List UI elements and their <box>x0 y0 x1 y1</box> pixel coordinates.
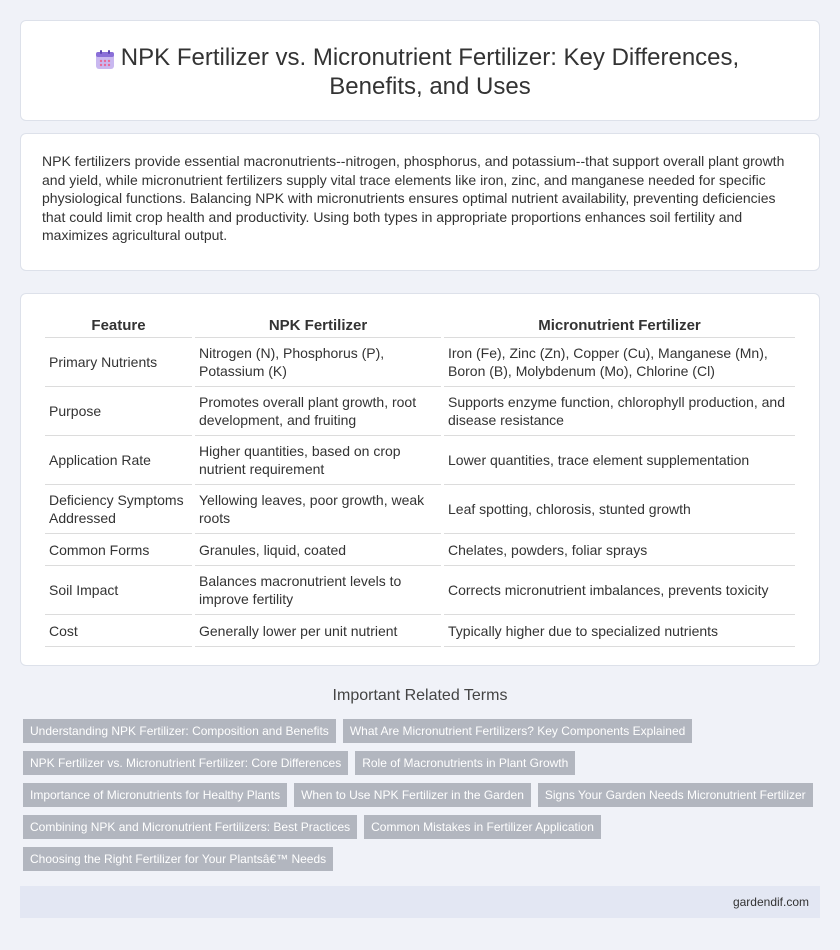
table-cell: Generally lower per unit nutrient <box>195 615 441 647</box>
table-cell: Leaf spotting, chlorosis, stunted growth <box>444 485 795 534</box>
table-row <box>45 436 795 485</box>
table-cell: Yellowing leaves, poor growth, weak roots <box>195 485 441 534</box>
table-cell: Cost <box>45 615 192 647</box>
table-row <box>45 485 795 534</box>
header-npk: NPK Fertilizer <box>195 315 441 338</box>
table-cell: Purpose <box>45 387 192 436</box>
summary-card <box>20 133 820 271</box>
table-cell: Lower quantities, trace element supplementation <box>444 436 795 485</box>
related-term-tag[interactable]: When to Use NPK Fertilizer in the Garden <box>294 783 531 807</box>
related-term-tag[interactable]: Understanding NPK Fertilizer: Composition and Benefits <box>23 719 336 743</box>
related-term-tag[interactable]: Role of Macronutrients in Plant Growth <box>355 751 575 775</box>
table-row <box>45 615 795 647</box>
table-cell: Supports enzyme function, chlorophyll production, and disease resistance <box>444 387 795 436</box>
table-cell: Common Forms <box>45 534 192 566</box>
related-term-tag[interactable]: Choosing the Right Fertilizer for Your Plantsâ€™ Needs <box>23 847 333 871</box>
related-term-tag[interactable]: What Are Micronutrient Fertilizers? Key Components Explained <box>343 719 692 743</box>
table-cell: Chelates, powders, foliar sprays <box>444 534 795 566</box>
related-term-tag[interactable]: Signs Your Garden Needs Micronutrient Fertilizer <box>538 783 813 807</box>
related-term-tag[interactable]: Common Mistakes in Fertilizer Application <box>364 815 601 839</box>
comparison-table <box>42 315 798 647</box>
table-cell: Nitrogen (N), Phosphorus (P), Potassium (K) <box>195 338 441 387</box>
table-row <box>45 338 795 387</box>
table-cell: Application Rate <box>45 436 192 485</box>
table-row <box>45 566 795 615</box>
table-cell: Deficiency Symptoms Addressed <box>45 485 192 534</box>
header-card <box>20 20 820 121</box>
table-cell: Higher quantities, based on crop nutrient requirement <box>195 436 441 485</box>
comparison-table-card <box>20 293 820 666</box>
summary-text: NPK fertilizers provide essential macronutrients--nitrogen, phosphorus, and potassium--that support overall plant growth and yield, while micronutrient fertilizers supply vital trace elements like iron, zinc, and manganese needed for specific physiological functions. Balancing NPK with micronutrients ensures optimal nutrient availability, preventing deficiencies that could limit crop health and productivity. Using both types in appropriate proportions enhances soil fertility and maximizes agricultural output. <box>42 153 785 244</box>
header-micronutrient: Micronutrient Fertilizer <box>444 315 795 338</box>
table-cell: Primary Nutrients <box>45 338 192 387</box>
table-cell: Promotes overall plant growth, root development, and fruiting <box>195 387 441 436</box>
related-term-tag[interactable]: Combining NPK and Micronutrient Fertilizers: Best Practices <box>23 815 357 839</box>
related-terms-title: Important Related Terms <box>332 687 508 704</box>
footer <box>20 886 820 918</box>
table-cell: Balances macronutrient levels to improve fertility <box>195 566 441 615</box>
related-term-tag[interactable]: Importance of Micronutrients for Healthy Plants <box>23 783 287 807</box>
table-cell: Corrects micronutrient imbalances, prevents toxicity <box>444 566 795 615</box>
table-header-row <box>45 315 795 338</box>
table-cell: Granules, liquid, coated <box>195 534 441 566</box>
table-cell: Iron (Fe), Zinc (Zn), Copper (Cu), Manganese (Mn), Boron (B), Molybdenum (Mo), Chlorine (Cl) <box>444 338 795 387</box>
table-row <box>45 387 795 436</box>
related-terms-list <box>23 719 823 879</box>
table-row <box>45 534 795 566</box>
header-feature: Feature <box>45 315 192 338</box>
page-title: NPK Fertilizer vs. Micronutrient Fertilizer: Key Differences, Benefits, and Uses <box>120 44 740 100</box>
table-cell: Typically higher due to specialized nutrients <box>444 615 795 647</box>
table-cell: Soil Impact <box>45 566 192 615</box>
related-term-tag[interactable]: NPK Fertilizer vs. Micronutrient Fertilizer: Core Differences <box>23 751 348 775</box>
footer-site-link[interactable]: gardendif.com <box>732 895 809 909</box>
